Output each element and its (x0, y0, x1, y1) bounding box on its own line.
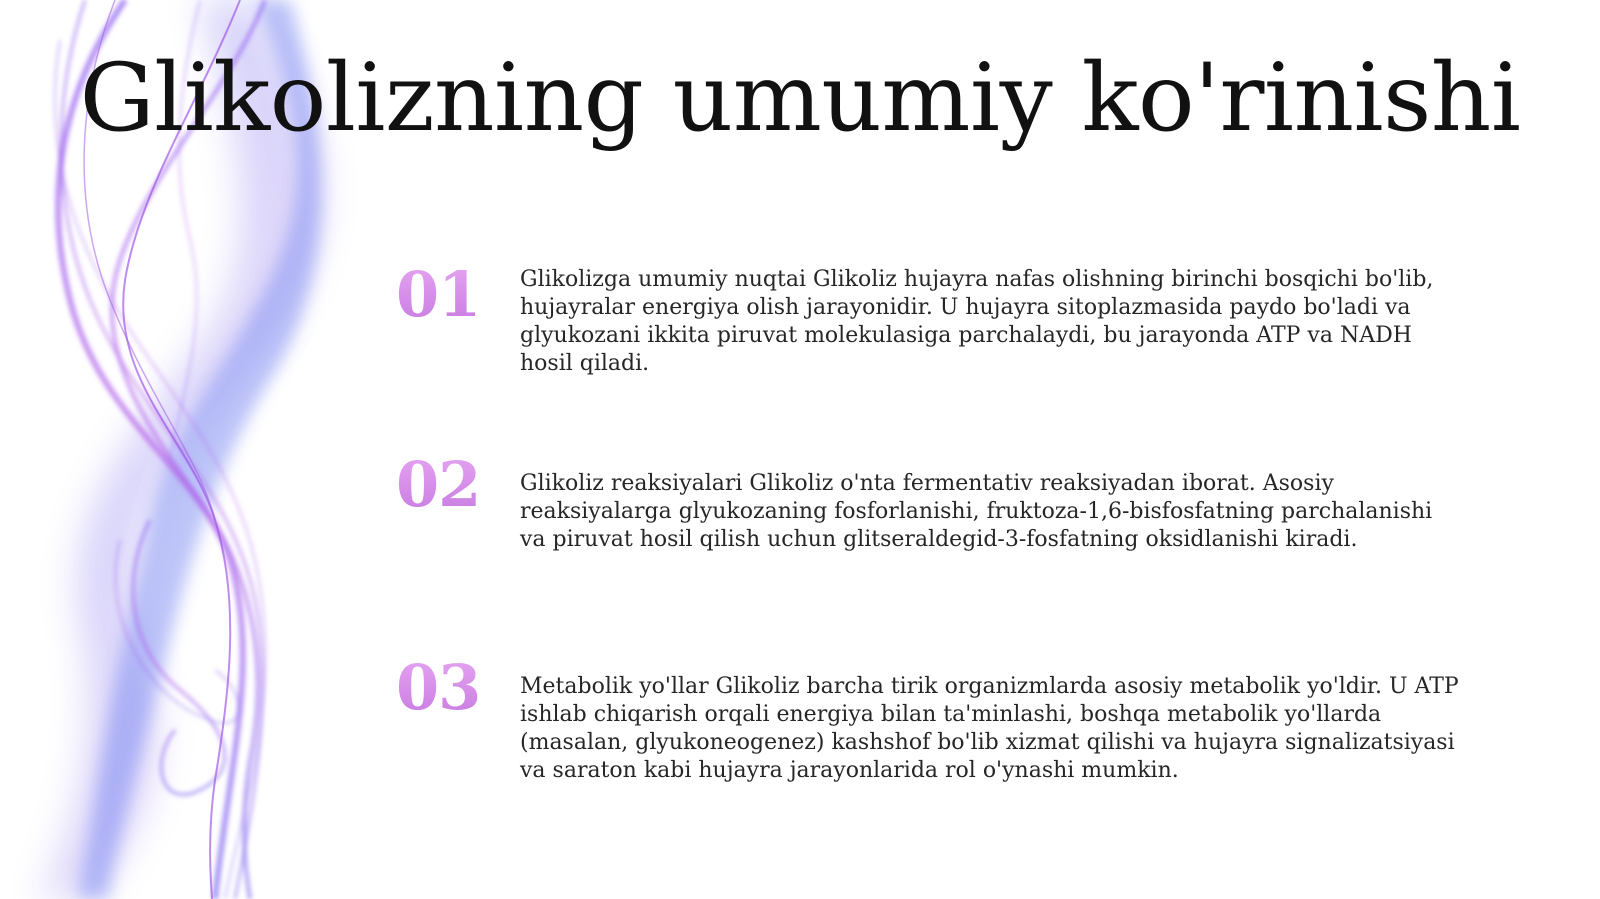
item-text: Glikolizga umumiy nuqtai Glikoliz hujayra nafas olishning birinchi bosqichi bo'lib, hujayralar energiya olish jarayonidir. U hujayra sitoplazmasida paydo bo'ladi va glyukozani ikkita piruvat molekulasiga parchalaydi, bu jarayonda ATP va NADH hosil qiladi. (520, 267, 1434, 376)
item-number: 03 (396, 651, 481, 724)
item-number: 01 (396, 258, 481, 331)
slide-title: Glikolizning umumiy ko'rinishi (79, 44, 1521, 153)
item-text: Glikoliz reaksiyalari Glikoliz o'nta fermentativ reaksiyadan iborat. Asosiy reaksiyalarga glyukozaning fosforlanishi, fruktoza-1,6-bisfosfatning parchalanishi va piruvat hosil qilish uchun glitseraldegid-3-fosfatning oksidlanishi kiradi. (520, 471, 1433, 552)
item-number: 02 (396, 448, 481, 521)
item-text: Metabolik yo'llar Glikoliz barcha tirik organizmlarda asosiy metabolik yo'ldir. U ATP ishlab chiqarish orqali energiya bilan ta'minlashi, boshqa metabolik yo'llarda (masalan, glyukoneogenez) kashshof bo'lib xizmat qilishi va hujayra signalizatsiyasi va saraton kabi hujayra jarayonlarida rol o'ynashi mumkin. (520, 674, 1459, 783)
